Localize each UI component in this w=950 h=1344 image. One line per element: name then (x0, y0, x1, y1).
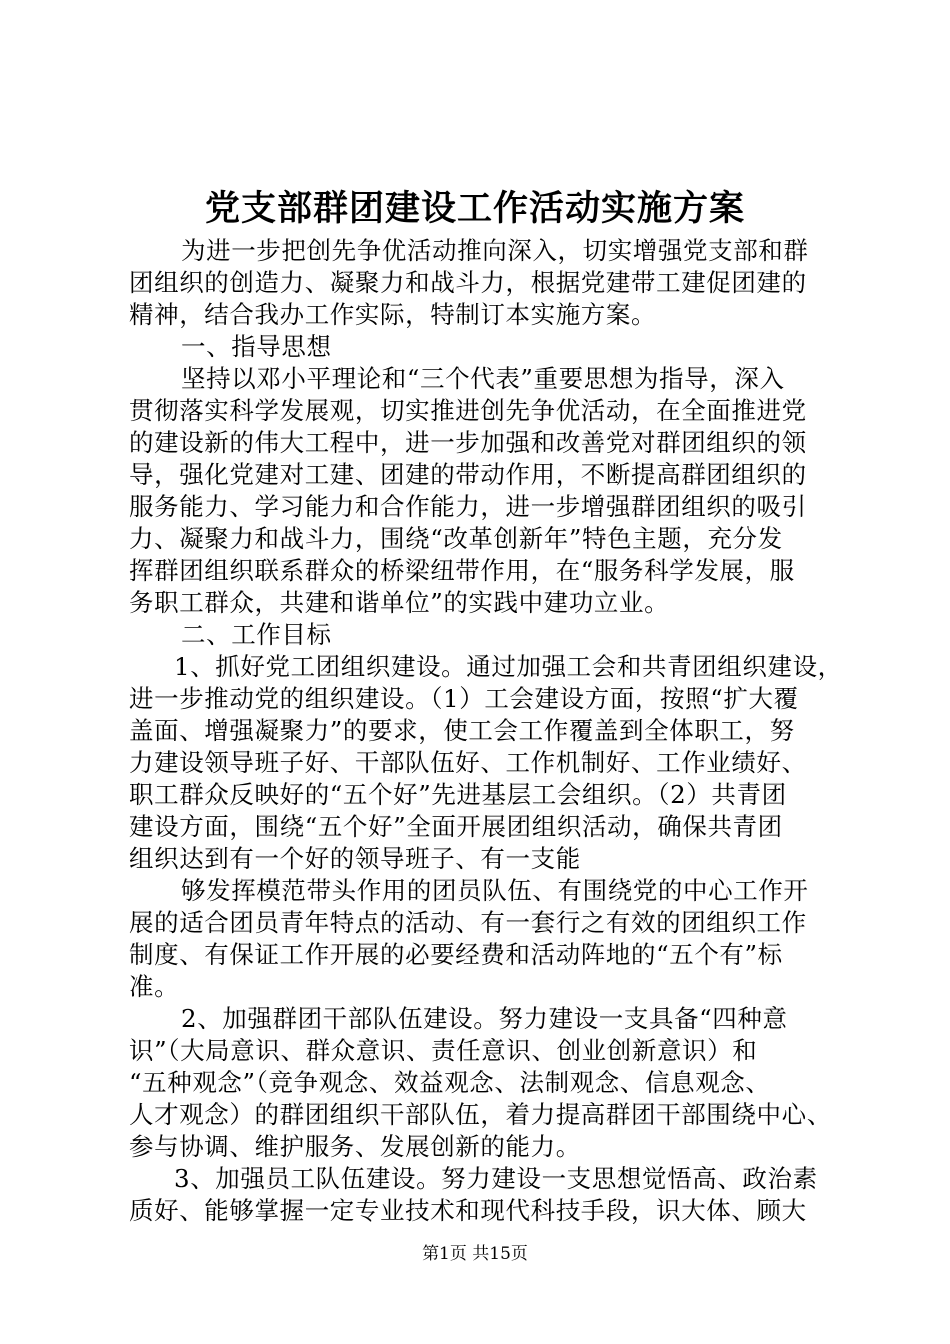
paragraph-line: 务职工群众，共建和谐单位”的实践中建功立业。 (129, 588, 670, 617)
paragraph-line: 职工群众反映好的“五个好”先进基层工会组织。（2）共青团 (129, 780, 787, 809)
paragraph-line: 进一步推动党的组织建设。（1）工会建设方面，按照“扩大覆 (129, 684, 799, 713)
paragraph-line: 3、加强员工队伍建设。努力建设一支思想觉悟高、政治素 (174, 1164, 818, 1193)
paragraph-line: 够发挥模范带头作用的团员队伍、有围绕党的中心工作开 (181, 876, 809, 905)
paragraph-line: 力、凝聚力和战斗力，围绕“改革创新年”特色主题，充分发 (129, 524, 783, 553)
paragraph-line: 组织达到有一个好的领导班子、有一支能 (129, 844, 581, 873)
document-title: 党支部群团建设工作活动实施方案 (204, 188, 745, 229)
paragraph-line: 为进一步把创先争优活动推向深入，切实增强党支部和群 (181, 236, 809, 265)
paragraph-line: 坚持以邓小平理论和“三个代表”重要思想为指导，深入 (181, 364, 785, 393)
paragraph-line: 导，强化党建对工建、团建的带动作用，不断提高群团组织的 (129, 460, 807, 489)
section-heading: 一、指导思想 (181, 332, 332, 361)
paragraph-line: 2、加强群团干部队伍建设。努力建设一支具备“四种意 (181, 1004, 788, 1033)
paragraph-line: 准。 (129, 972, 180, 1001)
section-heading: 二、工作目标 (181, 620, 332, 649)
paragraph-line: 识”（大局意识、群众意识、责任意识、创业创新意识）和 (129, 1036, 758, 1065)
paragraph-line: 挥群团组织联系群众的桥梁纽带作用，在“服务科学发展，服 (129, 556, 795, 585)
paragraph-line: 力建设领导班子好、干部队伍好、工作机制好、工作业绩好、 (129, 748, 807, 777)
paragraph-line: 人才观念）的群团组织干部队伍，着力提高群团干部围绕中心、 (129, 1100, 832, 1129)
paragraph-line: 建设方面，围绕“五个好”全面开展团组织活动，确保共青团 (129, 812, 783, 841)
paragraph-line: 服务能力、学习能力和合作能力，进一步增强群团组织的吸引 (129, 492, 807, 521)
paragraph-line: 精神，结合我办工作实际，特制订本实施方案。 (129, 300, 657, 329)
paragraph-line: 展的适合团员青年特点的活动、有一套行之有效的团组织工作 (129, 908, 807, 937)
paragraph-line: 参与协调、维护服务、发展创新的能力。 (129, 1132, 581, 1161)
paragraph-line: 制度、有保证工作开展的必要经费和活动阵地的“五个有”标 (129, 940, 783, 969)
paragraph-line: 贯彻落实科学发展观，切实推进创先争优活动，在全面推进党 (129, 396, 807, 425)
paragraph-line: 团组织的创造力、凝聚力和战斗力，根据党建带工建促团建的 (129, 268, 807, 297)
paragraph-line: 质好、能够掌握一定专业技术和现代科技手段，识大体、顾大 (129, 1196, 807, 1225)
paragraph-line: 的建设新的伟大工程中，进一步加强和改善党对群团组织的领 (129, 428, 807, 457)
paragraph-line: “五种观念”（竞争观念、效益观念、法制观念、信息观念、 (129, 1068, 771, 1097)
paragraph-line: 1、抓好党工团组织建设。通过加强工会和共青团组织建设， (174, 652, 843, 681)
paragraph-line: 盖面、增强凝聚力”的要求，使工会工作覆盖到全体职工，努 (129, 716, 795, 745)
page-number: 第1页 共15页 (422, 1244, 528, 1264)
